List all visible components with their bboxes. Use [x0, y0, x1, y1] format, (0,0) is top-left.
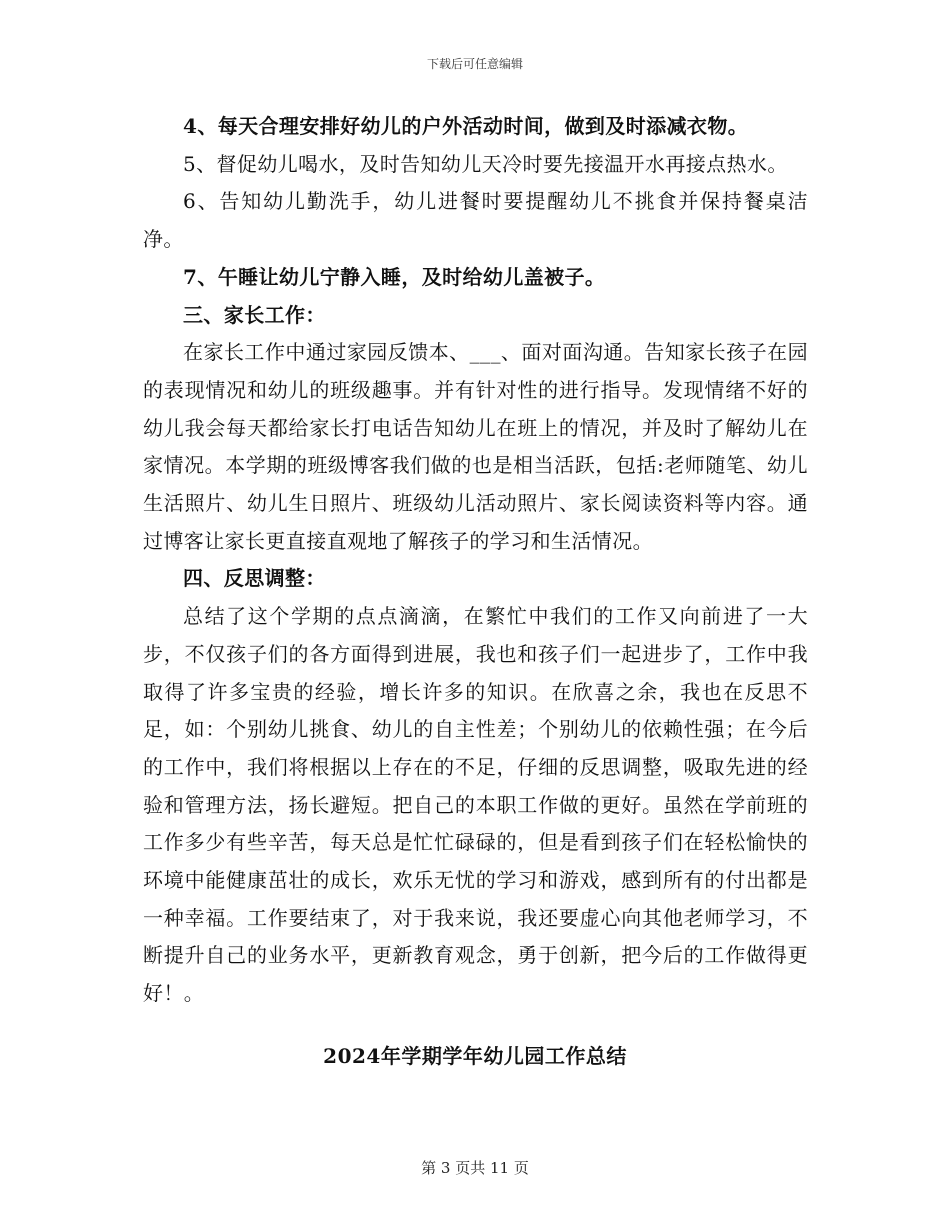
paragraph-reflection: 总结了这个学期的点点滴滴，在繁忙中我们的工作又向前进了一大步，不仅孩子们的各方面得到进展，我也和孩子们一起进步了，工作中我取得了许多宝贵的经验，增长许多的知识。在欣喜之余，我也在反思不足，如：个别幼儿挑食、幼儿的自主性差；个别幼儿的依赖性强；在今后的工作中，我们将根据以上存在的不足，仔细的反思调整，吸取先进的经验和管理方法，扬长避短。把自己的本职工作做的更好。虽然在学前班的工作多少有些辛苦，每天总是忙忙碌碌的，但是看到孩子们在轻松愉快的环境中能健康茁壮的成长，欢乐无忧的学习和游戏，感到所有的付出都是一种幸福。工作要结束了，对于我来说，我还要虚心向其他老师学习，不断提升自己的业务水平，更新教育观念，勇于创新，把今后的工作做得更好！。	[143, 604, 808, 1006]
section-heading-reflection: 四、反思调整：	[183, 566, 326, 591]
page-header-note: 下载后可任意编辑	[426, 57, 523, 71]
section-heading-parent-work: 三、家长工作：	[183, 302, 326, 327]
next-document-title: 2024年学期学年幼儿园工作总结	[323, 1044, 627, 1068]
paragraph-item-7: 7、午睡让幼儿宁静入睡，及时给幼儿盖被子。	[183, 264, 606, 289]
paragraph-parent-work: 在家长工作中通过家园反馈本、___、面对面沟通。告知家长孩子在园的表现情况和幼儿的班级趣事。并有针对性的进行指导。发现情绪不好的幼儿我会每天都给家长打电话告知幼儿在班上的情况，并及时了解幼儿在家情况。本学期的班级博客我们做的也是相当活跃，包括:老师随笔、幼儿生活照片、幼儿生日照片、班级幼儿活动照片、家长阅读资料等内容。通过博客让家长更直接直观地了解孩子的学习和生活情况。	[143, 340, 808, 553]
document-body	[143, 108, 808, 1013]
paragraph-item-4: 4、每天合理安排好幼儿的户外活动时间，做到及时添减衣物。	[183, 114, 749, 138]
page-number-footer: 第 3 页共 11 页	[421, 1159, 529, 1177]
paragraph-item-6: 6、告知幼儿勤洗手，幼儿进餐时要提醒幼儿不挑食并保持餐桌洁净。	[143, 189, 808, 252]
paragraph-item-5: 5、督促幼儿喝水，及时告知幼儿天冷时要先接温开水再接点热水。	[183, 151, 788, 176]
